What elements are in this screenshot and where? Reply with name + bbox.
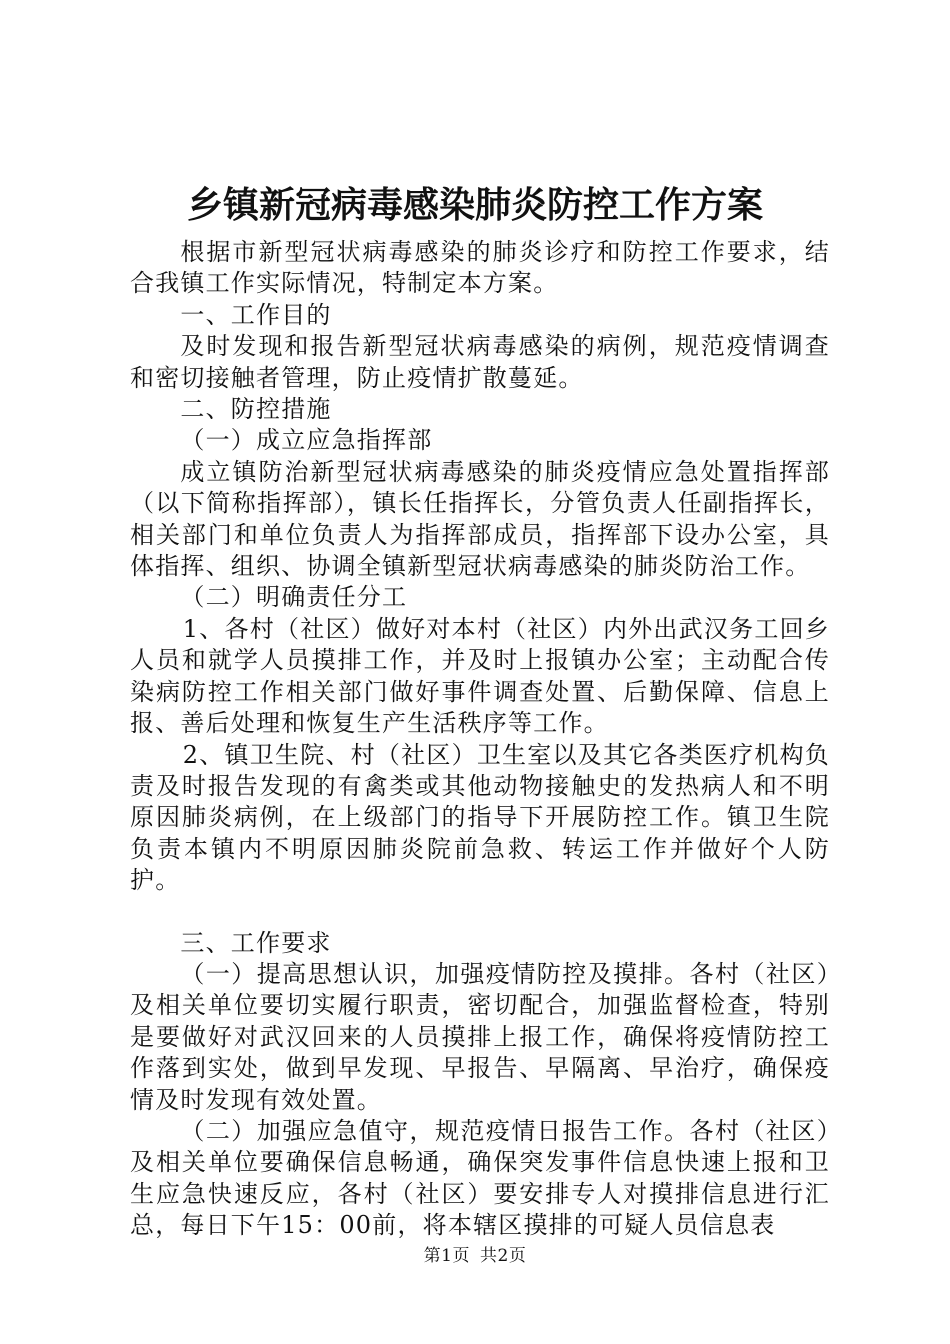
page-number-current: 第1页: [423, 1246, 470, 1266]
section-heading-measures: 二、防控措施: [180, 395, 332, 424]
document-title: 乡镇新冠病毒感染肺炎防控工作方案: [186, 184, 763, 226]
purpose-paragraph: 及时发现和报告新型冠状病毒感染的病例，规范疫情调查和密切接触者管理，防止疫情扩散蔓延。: [130, 332, 830, 392]
page-number-total: 共2页: [480, 1246, 527, 1266]
requirement-item-2: （二）加强应急值守，规范疫情日报告工作。各村（社区）及相关单位要确保信息畅通，确保突发事件信息快速上报和卫生应急快速反应，各村（社区）要安排专人对摸排信息进行汇总，每日下午15：00前，将本辖区摸排的可疑人员信息表: [130, 1116, 830, 1240]
page-footer: [0, 1245, 950, 1267]
responsibility-item-2: 2、镇卫生院、村（社区）卫生室以及其它各类医疗机构负责及时报告发现的有禽类或其他动物接触史的发热病人和不明原因肺炎病例，在上级部门的指导下开展防控工作。镇卫生院负责本镇内不明原因肺炎院前急救、转运工作并做好个人防护。: [130, 740, 830, 895]
intro-paragraph: 根据市新型冠状病毒感染的肺炎诊疗和防控工作要求，结合我镇工作实际情况，特制定本方案。: [130, 238, 830, 298]
subsection-heading-responsibility: （二）明确责任分工: [180, 583, 408, 612]
command-paragraph: 成立镇防治新型冠状病毒感染的肺炎疫情应急处置指挥部（以下简称指挥部），镇长任指挥长，分管负责人任副指挥长，相关部门和单位负责人为指挥部成员，指挥部下设办公室，具体指挥、组织、协调全镇新型冠状病毒感染的肺炎防治工作。: [130, 457, 830, 581]
requirement-item-1: （一）提高思想认识，加强疫情防控及摸排。各村（社区）及相关单位要切实履行职责，密切配合，加强监督检查，特别是要做好对武汉回来的人员摸排上报工作，确保将疫情防控工作落到实处，做到早发现、早报告、早隔离、早治疗，确保疫情及时发现有效处置。: [130, 959, 830, 1114]
section-heading-requirements: 三、工作要求: [180, 928, 332, 957]
responsibility-item-1: 1、各村（社区）做好对本村（社区）内外出武汉务工回乡人员和就学人员摸排工作，并及时上报镇办公室；主动配合传染病防控工作相关部门做好事件调查处置、后勤保障、信息上报、善后处理和恢复生产生活秩序等工作。: [130, 614, 830, 738]
subsection-heading-command: （一）成立应急指挥部: [180, 426, 433, 455]
document-body: [130, 237, 830, 1242]
section-heading-purpose: 一、工作目的: [180, 300, 332, 329]
